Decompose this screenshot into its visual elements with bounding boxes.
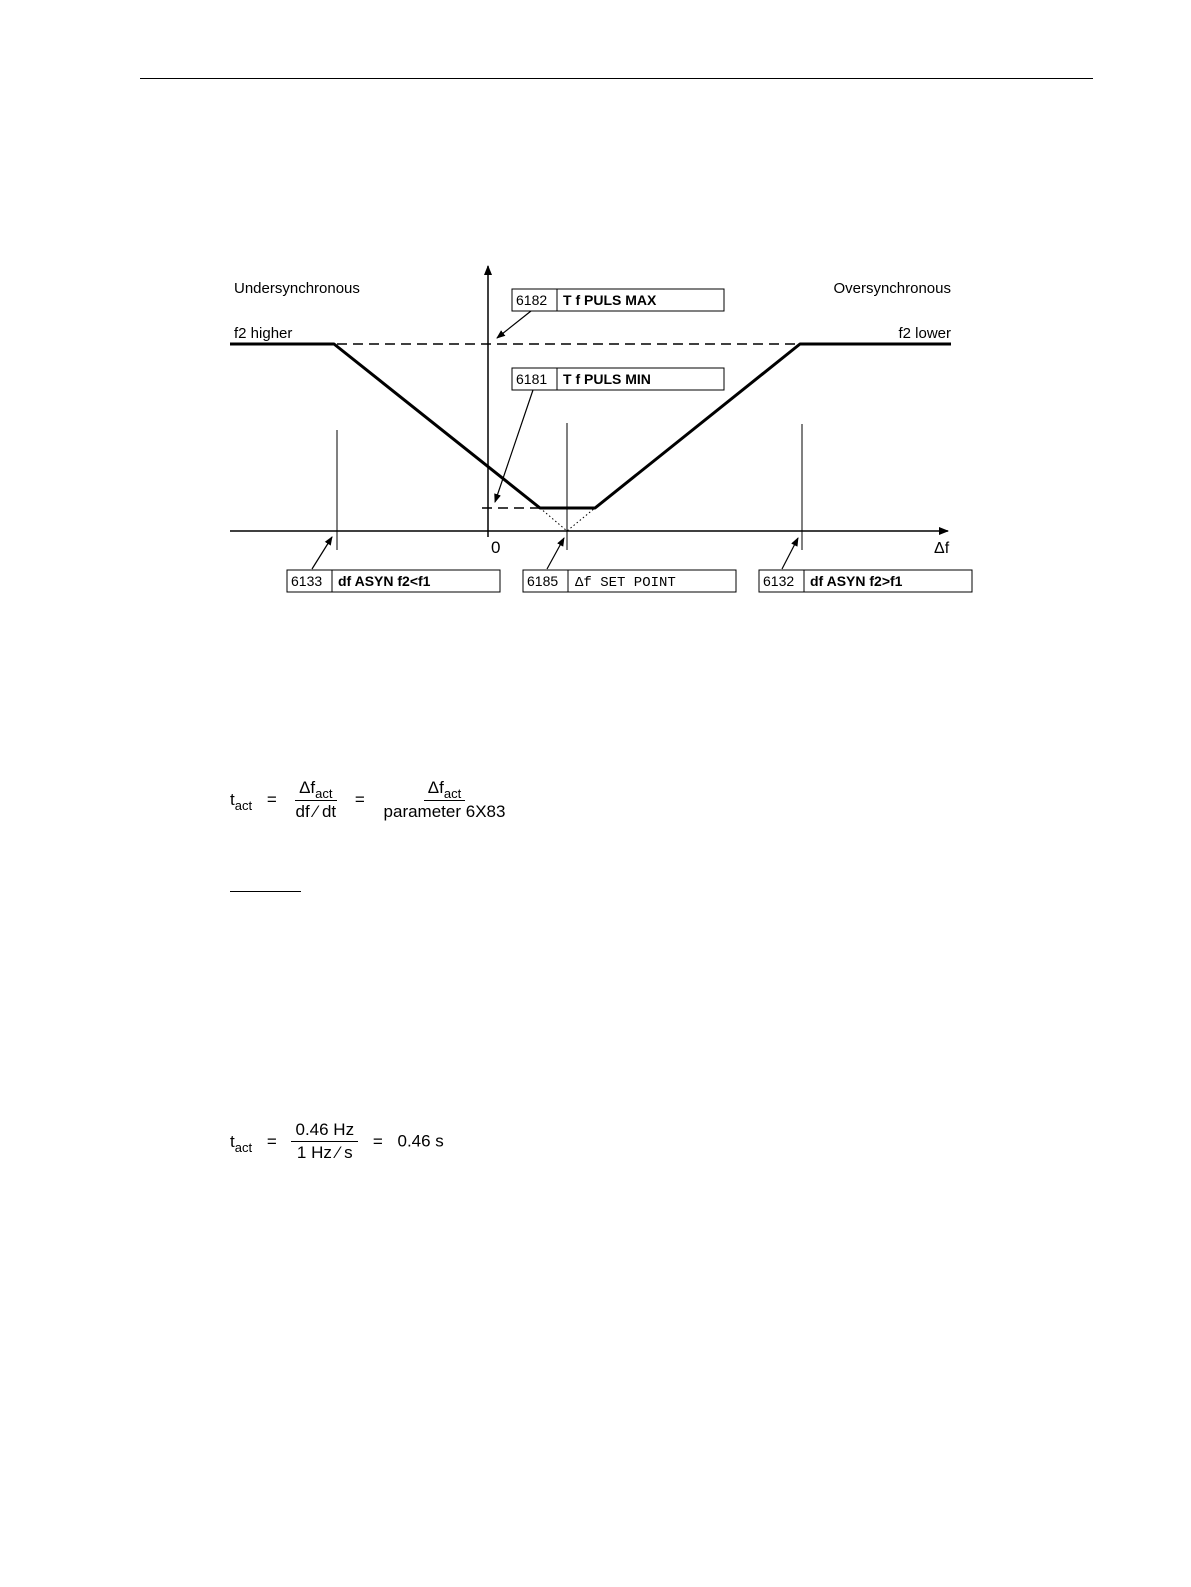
param-number: 6132 [763, 573, 795, 589]
param-number: 6181 [516, 371, 548, 387]
formula-tact-example [230, 1120, 444, 1163]
center-pointer-arrow [547, 538, 564, 569]
origin-label: 0 [491, 538, 501, 557]
param-name: df ASYN f2<f1 [338, 573, 431, 589]
param-number: 6133 [291, 573, 323, 589]
equals-sign: = [354, 790, 365, 809]
param-number: 6185 [527, 573, 559, 589]
formula-lhs: $t_{act}$ [230, 1131, 253, 1155]
denominator: df ⁄ dt [295, 802, 337, 821]
right-pointer-arrow [782, 538, 798, 569]
equals-sign: = [266, 1131, 277, 1151]
param-box-df-asyn-f2-lt-f1 [287, 570, 500, 592]
equals-sign: = [372, 1131, 383, 1151]
x-axis-label: Δf [934, 540, 950, 557]
param-box-df-asyn-f2-gt-f1 [759, 570, 972, 592]
fraction-parameter [380, 778, 510, 822]
max-pointer-arrow [497, 311, 531, 338]
f2-higher-label: f2 higher [234, 325, 293, 342]
numerator: $\Delta f_{act}$ [424, 778, 465, 801]
param-number: 6182 [516, 292, 548, 308]
fraction-example [291, 1120, 358, 1163]
left-pointer-arrow [312, 537, 332, 569]
param-name: T f PULS MAX [563, 292, 657, 308]
formula-tact-general [230, 778, 509, 822]
denominator: 1 Hz ⁄ s [296, 1143, 353, 1162]
param-box-tf-puls-max [512, 289, 724, 311]
f2-lower-label: f2 lower [898, 325, 951, 342]
equals-sign: = [266, 790, 277, 809]
formula-lhs: $t_{act}$ [230, 790, 253, 813]
param-name: Δf SET POINT [575, 575, 676, 591]
param-name: T f PULS MIN [563, 371, 651, 387]
pulse-time-diagram [0, 0, 1191, 640]
param-box-tf-puls-min [512, 368, 724, 390]
numerator: 0.46 Hz [291, 1120, 358, 1142]
denominator: parameter 6X83 [383, 802, 506, 821]
numerator: $\Delta f_{act}$ [295, 778, 336, 801]
short-divider [230, 891, 301, 892]
fraction-rate [291, 778, 340, 822]
param-name: df ASYN f2>f1 [810, 573, 903, 589]
oversynchronous-label: Oversynchronous [833, 280, 951, 297]
undersynchronous-label: Undersynchronous [234, 280, 360, 297]
param-box-delta-f-setpoint [523, 570, 736, 592]
result-value: 0.46 s [397, 1131, 444, 1151]
min-pointer-arrow [495, 390, 533, 502]
